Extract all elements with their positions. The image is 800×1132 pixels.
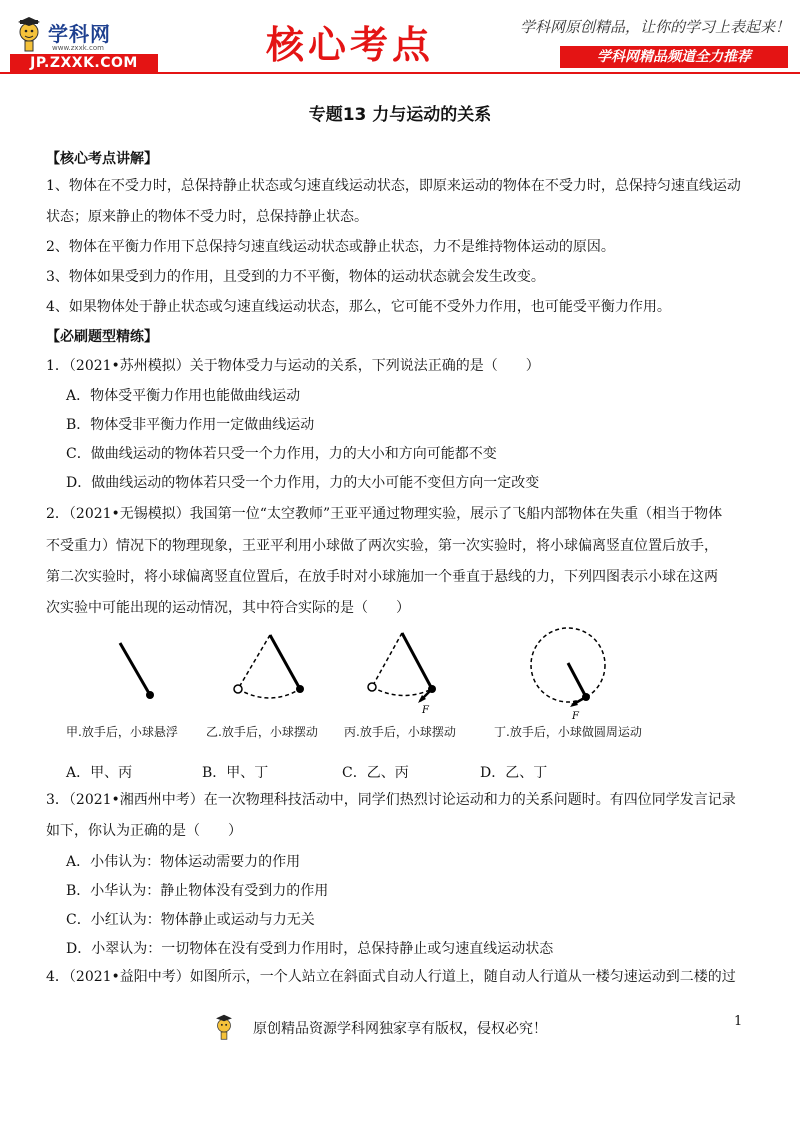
question-3-option-b: B．小华认为：静止物体没有受到力的作用 [66,883,329,899]
figure-ding [531,628,605,722]
figure-caption-yi: 乙.放手后，小球摆动 [206,725,318,739]
mascot-icon [14,16,44,52]
section-heading-practice: 【必刷题型精练】 [46,329,158,345]
question-2-stem-line: 次实验中可能出现的运动情况，其中符合实际的是（ ） [46,600,410,616]
question-2-stem-line: 2．（2021•无锡模拟）我国第一位“太空教师”王亚平通过物理实验，展示了飞船内部物体在失重（相当于物体 [46,506,723,522]
figure-caption-ding: 丁.放手后，小球做圆周运动 [494,725,642,739]
force-label: F [422,705,429,716]
question-4-stem: 4．（2021•益阳中考）如图所示，一个人站立在斜面式自动人行道上，随自动人行道从一楼匀速运动到二楼的过 [46,969,736,985]
question-2-figures [60,625,740,725]
question-1-option-b: B．物体受非平衡力作用一定做曲线运动 [66,417,315,433]
core-point-line: 3、物体如果受到力的作用，且受到的力不平衡，物体的运动状态就会发生改变。 [46,269,545,285]
question-2-option-b: B．甲、丁 [202,765,269,781]
page-number: 1 [734,1014,743,1029]
header-slogan-bar: 学科网精品频道全力推荐 [560,46,788,68]
header-slogan: 学科网原创精品，让你的学习上表起来！ [519,18,790,36]
page-title: 专题13 力与运动的关系 [308,105,492,125]
question-1-option-a: A．物体受平衡力作用也能做曲线运动 [66,388,301,404]
core-point-line: 2、物体在平衡力作用下总保持匀速直线运动状态或静止状态，力不是维持物体运动的原因。 [46,239,615,255]
question-3-option-a: A．小伟认为：物体运动需要力的作用 [66,854,301,870]
logo-url-bar: JP.ZXXK.COM [10,54,158,72]
header-title: 核心考点 [265,22,434,67]
logo-text: 学科网 [48,22,111,46]
figure-caption-jia: 甲.放手后，小球悬浮 [66,725,178,739]
figure-yi [234,635,304,698]
question-2-option-d: D．乙、丁 [480,765,548,781]
question-3-stem-line: 如下，你认为正确的是（ ） [46,823,242,839]
question-2-option-c: C．乙、丙 [342,765,409,781]
footer-copyright: 原创精品资源学科网独家享有版权，侵权必究！ [253,1021,547,1037]
question-2-stem-line: 不受重力）情况下的物理现象，王亚平利用小球做了两次实验，第一次实验时，将小球偏离竖直位置后放手， [46,538,718,554]
question-3-option-c: C．小红认为：物体静止或运动与力无关 [66,912,315,928]
question-2-option-a: A．甲、丙 [66,765,133,781]
site-logo [10,14,160,72]
section-heading-core: 【核心考点讲解】 [46,151,158,167]
question-1-option-c: C．做曲线运动的物体若只受一个力作用，力的大小和方向可能都不变 [66,446,497,462]
figure-caption-bing: 丙.放手后，小球摆动 [344,725,456,739]
question-3-option-d: D．小翠认为：一切物体在没有受到力作用时，总保持静止或匀速直线运动状态 [66,941,554,957]
question-3-stem-line: 3．（2021•湘西州中考）在一次物理科技活动中，同学们热烈讨论运动和力的关系问题时。有四位同学发言记录 [46,792,736,808]
force-label: F [572,711,579,722]
core-point-line: 状态；原来静止的物体不受力时，总保持静止状态。 [46,209,368,225]
core-point-line: 4、如果物体处于静止状态或匀速直线运动状态，那么，它可能不受外力作用，也可能受平衡力作用。 [46,299,671,315]
question-1-option-d: D．做曲线运动的物体若只受一个力作用，力的大小可能不变但方向一定改变 [66,475,540,491]
header-divider [0,72,800,74]
question-2-stem-line: 第二次实验时，将小球偏离竖直位置后，在放手时对小球施加一个垂直于悬线的力，下列四图表示小球在这两 [46,569,718,585]
question-1-stem: 1．（2021•苏州模拟）关于物体受力与运动的关系，下列说法正确的是（ ） [46,358,540,374]
figure-jia [120,643,154,699]
logo-small-url: www.zxxk.com [52,44,104,52]
core-point-line: 1、物体在不受力时，总保持静止状态或匀速直线运动状态，即原来运动的物体在不受力时，总保持匀速直线运动 [46,178,741,194]
figure-bing [368,633,436,716]
